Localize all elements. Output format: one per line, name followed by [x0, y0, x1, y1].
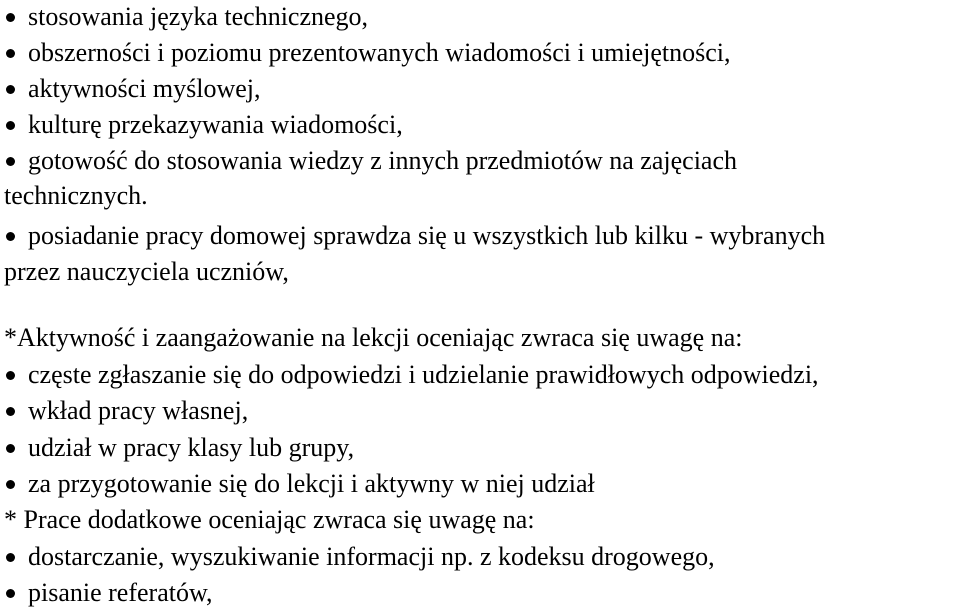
list-item-text: pisanie referatów,: [28, 578, 213, 607]
list-item-text: kulturę przekazywania wiadomości,: [28, 110, 403, 139]
list-item-text: technicznych.: [4, 181, 148, 210]
list-item-text: gotowość do stosowania wiedzy z innych przedmiotów na zajęciach: [28, 146, 737, 175]
section-heading-text: * Prace dodatkowe oceniając zwraca się uwagę na:: [4, 505, 535, 534]
list-item-text: udział w pracy klasy lub grupy,: [28, 433, 355, 462]
bullet-icon: [6, 589, 15, 598]
bullet-icon: [6, 85, 15, 94]
list-item-text: dostarczanie, wyszukiwanie informacji np. z kodeksu drogowego,: [28, 542, 715, 571]
list-item-text: wkład pracy własnej,: [28, 396, 249, 425]
list-item-text: za przygotowanie się do lekcji i aktywny w niej udział: [28, 469, 595, 498]
list-item-text: częste zgłaszanie się do odpowiedzi i udzielanie prawidłowych odpowiedzi,: [28, 360, 819, 389]
list-item-text: posiadanie pracy domowej sprawdza się u wszystkich lub kilku - wybranych: [28, 221, 826, 250]
bullet-icon: [6, 480, 15, 489]
bullet-icon: [6, 49, 15, 58]
section-heading-text: *Aktywność i zaangażowanie na lekcji oceniając zwraca się uwagę na:: [4, 323, 743, 352]
list-item-text: obszerności i poziomu prezentowanych wiadomości i umiejętności,: [28, 38, 731, 67]
bullet-icon: [6, 157, 15, 166]
list-item-text: aktywności myślowej,: [28, 74, 261, 103]
bullet-icon: [6, 232, 15, 241]
list-item-text: przez nauczyciela uczniów,: [4, 257, 289, 286]
bullet-icon: [6, 121, 15, 130]
bullet-icon: [6, 553, 15, 562]
list-item-text: stosowania języka technicznego,: [28, 2, 369, 31]
bullet-icon: [6, 444, 15, 453]
bullet-icon: [6, 371, 15, 380]
bullet-icon: [6, 13, 15, 22]
bullet-icon: [6, 407, 15, 416]
